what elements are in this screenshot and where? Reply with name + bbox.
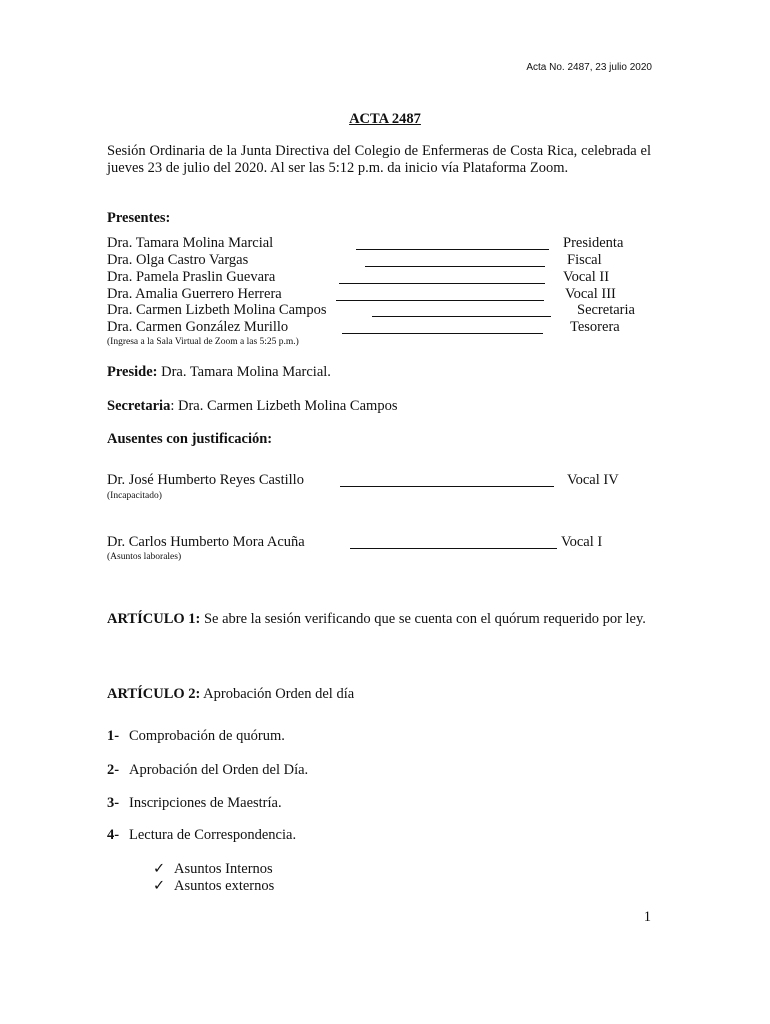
agenda-item-text: Aprobación del Orden del Día. [129, 762, 309, 778]
secretaria-label: Secretaria [107, 398, 171, 414]
present-member-name: Dra. Pamela Praslin Guevara [107, 269, 276, 285]
absent-member-role: Vocal I [561, 534, 603, 550]
secretaria-line [107, 398, 397, 415]
checkmark-icon: ✓ [153, 861, 166, 877]
absent-member-name: Dr. José Humberto Reyes Castillo [107, 472, 304, 488]
agenda-item-text: Lectura de Correspondencia. [129, 827, 297, 843]
page-number: 1 [643, 909, 651, 925]
agenda-item-number: 3- [107, 795, 120, 811]
articulo-2-label: ARTÍCULO 2: [107, 686, 201, 702]
intro-paragraph: Sesión Ordinaria de la Junta Directiva del Colegio de Enfermeras de Costa Rica, celebrada el jueves 23 de julio del 2020. Al ser las 5:12 p.m. da inicio vía Plataforma Zoom. [107, 143, 651, 176]
present-member-role: Secretaria [577, 302, 635, 318]
preside-label: Preside: [107, 364, 158, 380]
signature-line [365, 266, 545, 267]
present-member-name: Dra. Tamara Molina Marcial [107, 235, 274, 251]
signature-line [336, 300, 544, 301]
agenda-item-number: 1- [107, 728, 120, 744]
articulo-1 [107, 611, 651, 628]
present-member-role: Tesorera [570, 319, 620, 335]
preside-line [107, 364, 331, 381]
agenda-item-number: 4- [107, 827, 120, 843]
signature-line [350, 548, 557, 549]
signature-line [340, 486, 554, 487]
subitem-text: Asuntos Internos [174, 861, 273, 877]
present-member-role: Vocal II [563, 269, 610, 285]
signature-line [339, 283, 545, 284]
present-member-name: Dra. Carmen González Murillo [107, 319, 289, 335]
present-member-role: Presidenta [563, 235, 624, 251]
agenda-item-number: 2- [107, 762, 120, 778]
articulo-1-text: Se abre la sesión verificando que se cuenta con el quórum requerido por ley. [200, 611, 646, 627]
absent-member-name: Dr. Carlos Humberto Mora Acuña [107, 534, 305, 550]
signature-line [372, 316, 551, 317]
document-reference: Acta No. 2487, 23 julio 2020 [526, 62, 652, 73]
absent-member-note: (Incapacitado) [107, 491, 162, 501]
checkmark-icon: ✓ [153, 878, 166, 894]
present-member-role: Fiscal [567, 252, 602, 268]
presentes-heading: Presentes: [107, 210, 171, 226]
secretaria-value: : Dra. Carmen Lizbeth Molina Campos [170, 398, 398, 414]
absent-member-role: Vocal IV [567, 472, 619, 488]
present-member-name: Dra. Carmen Lizbeth Molina Campos [107, 302, 327, 318]
absent-member-note: (Asuntos laborales) [107, 552, 182, 562]
signature-line [342, 333, 543, 334]
presentes-note: (Ingresa a la Sala Virtual de Zoom a las 5:25 p.m.) [107, 337, 299, 347]
document-title: ACTA 2487 [349, 111, 421, 127]
articulo-2 [107, 686, 354, 703]
preside-value: Dra. Tamara Molina Marcial. [157, 364, 331, 380]
subitem-text: Asuntos externos [174, 878, 275, 894]
present-member-name: Dra. Olga Castro Vargas [107, 252, 249, 268]
ausentes-heading: Ausentes con justificación: [107, 431, 273, 447]
agenda-item-text: Comprobación de quórum. [129, 728, 285, 744]
articulo-1-label: ARTÍCULO 1: [107, 611, 201, 627]
articulo-2-text: Aprobación Orden del día [200, 686, 355, 702]
signature-line [356, 249, 549, 250]
present-member-name: Dra. Amalia Guerrero Herrera [107, 286, 282, 302]
present-member-role: Vocal III [565, 286, 616, 302]
agenda-item-text: Inscripciones de Maestría. [129, 795, 282, 811]
